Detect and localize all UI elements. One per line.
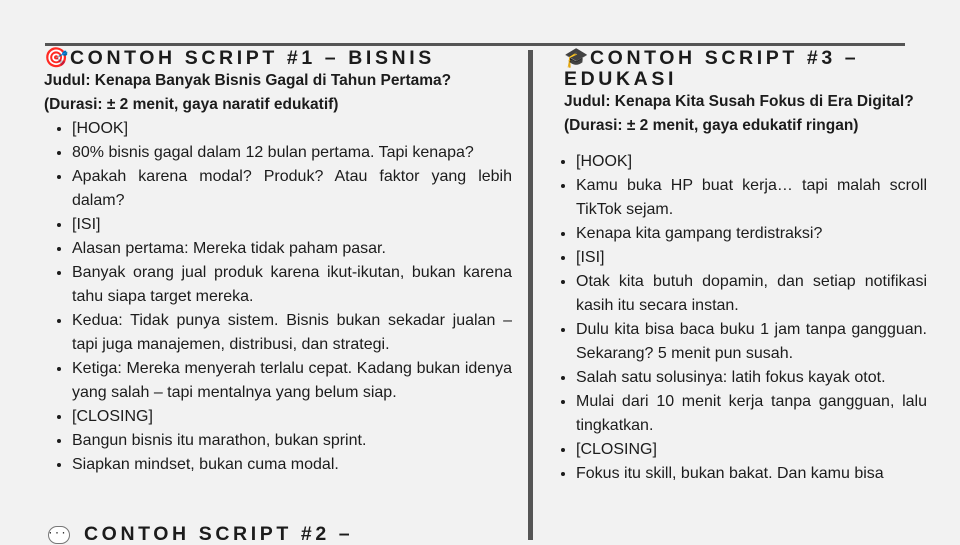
script-1-title: Judul: Kenapa Banyak Bisnis Gagal di Tahun Pertama? — [44, 72, 452, 89]
list-item: • Fokus itu skill, bukan bakat. Dan kamu bisa — [576, 462, 927, 486]
script-3-section — [564, 48, 927, 486]
list-item: • [ISI] — [72, 213, 512, 237]
list-item: • 80% bisnis gagal dalam 12 bulan pertama. Tapi kenapa? — [72, 141, 512, 165]
script-3-title: Judul: Kenapa Kita Susah Fokus di Era Digital? — [564, 93, 914, 110]
list-item: • Salah satu solusinya: latih fokus kayak otot. — [576, 366, 927, 390]
list-item: • Banyak orang jual produk karena ikut-ikutan, bukan karena tahu siapa target mereka. — [72, 261, 512, 309]
list-item: • Kenapa kita gampang terdistraksi? — [576, 222, 927, 246]
target-icon: 🎯 — [44, 47, 69, 69]
script-3-heading-text: CONTOH SCRIPT #3 – EDUKASI — [564, 47, 860, 90]
list-item: • Ketiga: Mereka menyerah terlalu cepat. Kadang bukan idenya yang salah – tapi mentalnya yang belum siap. — [72, 357, 512, 405]
script-1-section — [44, 48, 512, 477]
speech-bubble-icon: ··· — [48, 526, 70, 544]
list-item: • [HOOK] — [72, 117, 512, 141]
list-item: • [ISI] — [576, 246, 927, 270]
script-3-duration: (Durasi: ± 2 menit, gaya edukatif ringan) — [564, 117, 859, 134]
list-item: • Dulu kita bisa baca buku 1 jam tanpa gangguan. Sekarang? 5 menit pun susah. — [576, 318, 927, 366]
list-item: • Bangun bisnis itu marathon, bukan sprint. — [72, 429, 512, 453]
graduation-cap-icon: 🎓 — [564, 47, 589, 69]
list-item: • Kamu buka HP buat kerja… tapi malah scroll TikTok sejam. — [576, 174, 927, 222]
list-item: • Kedua: Tidak punya sistem. Bisnis bukan sekadar jualan – tapi juga manajemen, distribusi, dan strategi. — [72, 309, 512, 357]
list-item: • Mulai dari 10 menit kerja tanpa gangguan, lalu tingkatkan. — [576, 390, 927, 438]
list-item: • Alasan pertama: Mereka tidak paham pasar. — [72, 237, 512, 261]
list-item: • Otak kita butuh dopamin, dan setiap notifikasi kasih itu secara instan. — [576, 270, 927, 318]
script-1-heading-text: CONTOH SCRIPT #1 – BISNIS — [70, 47, 435, 69]
column-divider — [528, 50, 533, 540]
script-2-heading-text: CONTOH SCRIPT #2 – — [84, 523, 354, 545]
script-1-heading — [44, 48, 512, 69]
script-2-heading — [48, 524, 353, 545]
script-3-heading — [564, 48, 927, 90]
script-3-list — [564, 150, 927, 486]
top-rule — [45, 43, 905, 46]
script-1-duration: (Durasi: ± 2 menit, gaya naratif edukatif) — [44, 96, 339, 113]
list-item: • [CLOSING] — [576, 438, 927, 462]
list-item: • [HOOK] — [576, 150, 927, 174]
list-item: • Apakah karena modal? Produk? Atau faktor yang lebih dalam? — [72, 165, 512, 213]
list-item: • Siapkan mindset, bukan cuma modal. — [72, 453, 512, 477]
script-1-list — [44, 117, 512, 477]
list-item: • [CLOSING] — [72, 405, 512, 429]
